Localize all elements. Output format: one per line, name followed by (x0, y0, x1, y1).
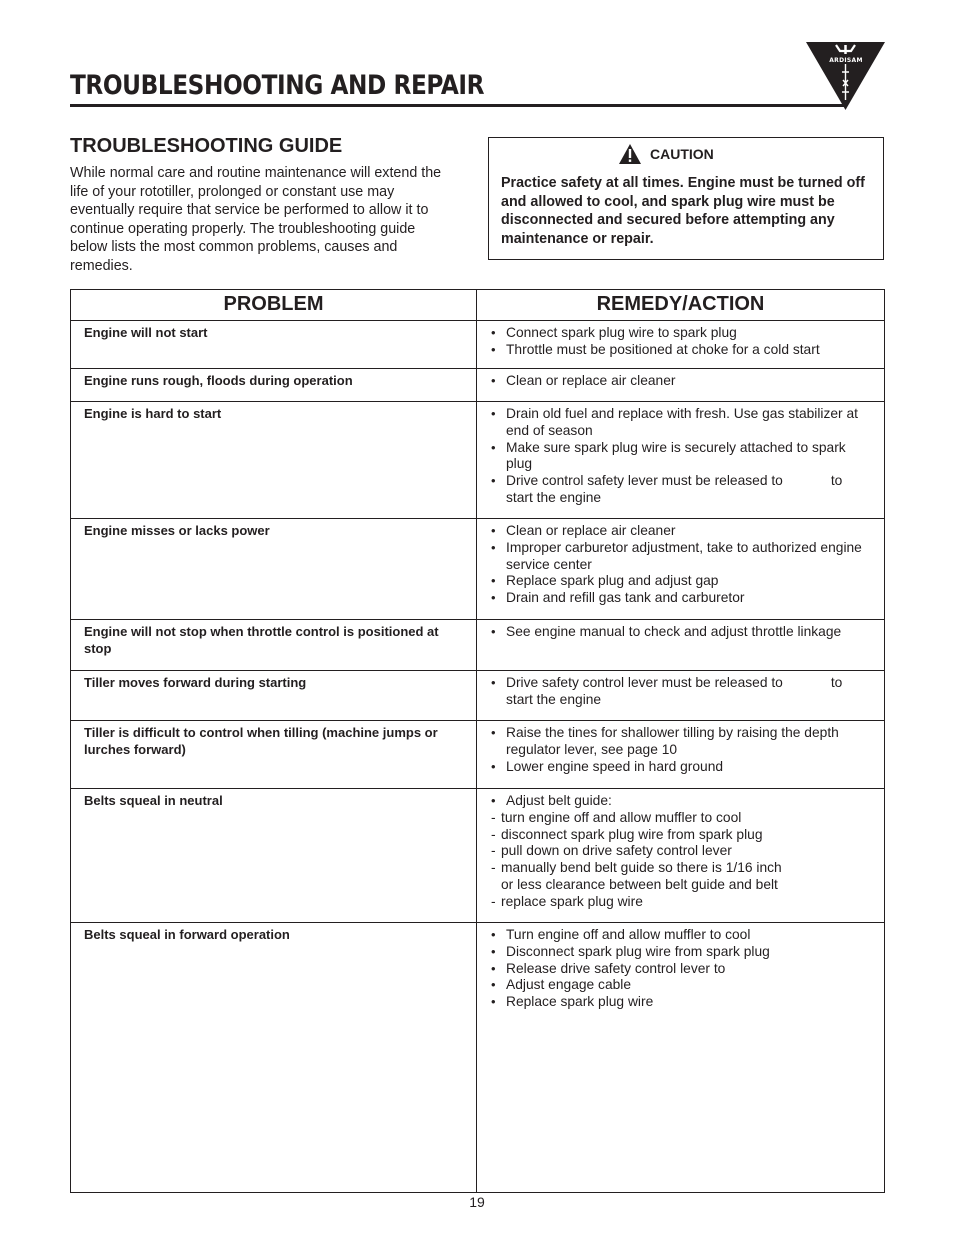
problem-cell: Engine misses or lacks power (71, 519, 477, 620)
remedy-text: to (830, 473, 843, 489)
table-row (71, 789, 885, 923)
problem-cell: Tiller moves forward during starting (71, 671, 477, 721)
problem-cell: Engine runs rough, floods during operation (71, 369, 477, 402)
remedy-item: • Raise the tines for shallower tilling by raising the depth regulator lever, see page 10 (491, 725, 868, 759)
remedy-cell (477, 923, 885, 1193)
remedy-item: • Improper carburetor adjustment, take to authorized engine service center (491, 540, 868, 574)
remedy-text: start the engine (506, 691, 602, 707)
remedy-cell (477, 402, 885, 519)
logo-text: ARDISAM (829, 57, 863, 64)
problem-cell: Engine is hard to start (71, 402, 477, 519)
column-header-problem: PROBLEM (71, 290, 477, 321)
remedy-item: • Clean or replace air cleaner (491, 373, 868, 390)
remedy-item (491, 473, 868, 507)
remedy-item: • Connect spark plug wire to spark plug (491, 325, 868, 342)
remedy-text: start the engine (506, 489, 602, 505)
ardisam-logo-icon (806, 42, 885, 110)
remedy-item: • Replace spark plug and adjust gap (491, 573, 868, 590)
caution-text: Practice safety at all times. Engine must be turned off and allowed to cool, and spark plug wire must be disconnected and secured before attempting any maintenance or repair. (501, 175, 865, 247)
remedy-text: Drive control safety lever must be released to (506, 473, 783, 489)
table-row (71, 721, 885, 789)
remedy-cell (477, 671, 885, 721)
warning-triangle-icon (619, 144, 641, 164)
table-row (71, 402, 885, 519)
remedy-item: • See engine manual to check and adjust throttle linkage (491, 624, 868, 641)
problem-cell: Engine will not start (71, 321, 477, 369)
caution-box (488, 137, 884, 260)
table-header-row (71, 290, 885, 321)
header-rule (70, 104, 844, 107)
page-number: 19 (469, 1194, 485, 1210)
remedy-item: • Disconnect spark plug wire from spark plug (491, 944, 868, 961)
substep-item: - pull down on drive safety control lever (491, 843, 868, 860)
remedy-item: • Replace spark plug wire (491, 994, 868, 1011)
remedy-item: • Make sure spark plug wire is securely attached to spark plug (491, 440, 868, 474)
remedy-item (491, 675, 868, 709)
substep-item: - turn engine off and allow muffler to cool (491, 810, 868, 827)
remedy-item: • Release drive safety control lever to (491, 961, 868, 978)
remedy-cell (477, 620, 885, 671)
substep-item: - replace spark plug wire (491, 894, 868, 911)
remedy-item: • Lower engine speed in hard ground (491, 759, 868, 776)
remedy-item: • Adjust engage cable (491, 977, 868, 994)
substep-item: - disconnect spark plug wire from spark plug (491, 827, 868, 844)
caution-header (619, 143, 714, 165)
column-header-remedy: REMEDY/ACTION (477, 290, 885, 321)
table-row (71, 620, 885, 671)
remedy-text: to (830, 675, 843, 690)
remedy-text: Adjust belt guide: (506, 793, 612, 808)
table-row (71, 923, 885, 1193)
remedy-item: • Drain old fuel and replace with fresh. Use gas stabilizer at end of season (491, 406, 868, 440)
problem-cell: Engine will not stop when throttle control is positioned at stop (71, 620, 477, 671)
problem-cell: Belts squeal in forward operation (71, 923, 477, 1193)
substep-list (491, 810, 868, 911)
remedy-item: • Throttle must be positioned at choke for a cold start (491, 342, 868, 359)
caution-label: CAUTION (650, 146, 714, 162)
page-title: TROUBLESHOOTING AND REPAIR (70, 70, 485, 101)
table-row (71, 369, 885, 402)
remedy-cell (477, 721, 885, 789)
table-row (71, 519, 885, 620)
remedy-cell (477, 369, 885, 402)
remedy-item: • Turn engine off and allow muffler to cool (491, 927, 868, 944)
remedy-item: • Clean or replace air cleaner (491, 523, 868, 540)
remedy-cell (477, 519, 885, 620)
substep-item: or less clearance between belt guide and belt (501, 876, 778, 892)
troubleshooting-table (70, 289, 885, 1193)
table-row (71, 671, 885, 721)
table-row (71, 321, 885, 369)
section-title: TROUBLESHOOTING GUIDE (70, 135, 343, 157)
remedy-item (491, 793, 868, 810)
problem-cell: Tiller is difficult to control when tilling (machine jumps or lurches forward) (71, 721, 477, 789)
substep-item: - manually bend belt guide so there is 1/16 inch (491, 860, 868, 877)
remedy-item: • Drain and refill gas tank and carburetor (491, 590, 868, 607)
remedy-cell (477, 789, 885, 923)
intro-paragraph: While normal care and routine maintenance will extend the life of your rototiller, prolonged or constant use may eventually require that service be performed to allow it to continue operating properly. The troubleshooting guide below lists the most common problems, causes and remedies. (70, 165, 442, 274)
remedy-cell (477, 321, 885, 369)
problem-cell: Belts squeal in neutral (71, 789, 477, 923)
remedy-text: Drive safety control lever must be released to (506, 675, 783, 690)
